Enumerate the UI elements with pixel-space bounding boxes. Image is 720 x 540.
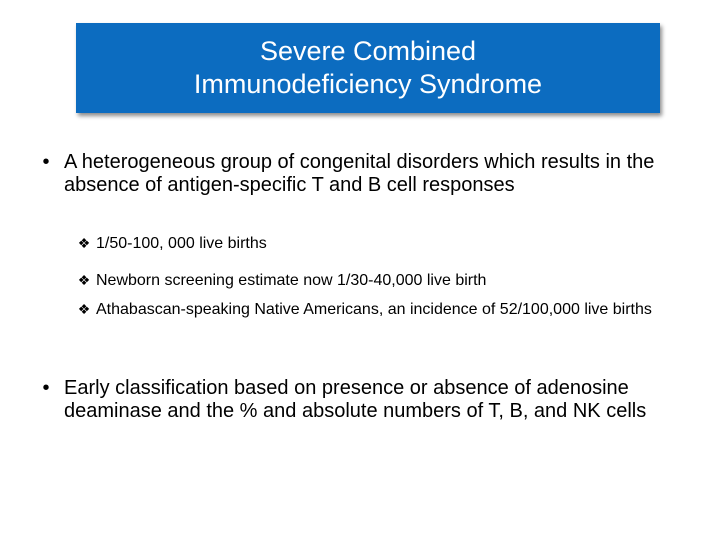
sub-bullet-text: Newborn screening estimate now 1/30-40,000 live birth xyxy=(96,272,487,289)
sub-bullet-item-2 xyxy=(77,268,656,293)
slide-title-line-2: Immunodeficiency Syndrome xyxy=(193,69,543,99)
diamond-bullet-icon: ❖ xyxy=(77,235,91,251)
sub-bullet-text: Athabascan-speaking Native Americans, an incidence of 52/100,000 live births xyxy=(96,301,652,318)
bullet-text: A heterogeneous group of congenital disorders which results in the absence of antigen-specific T and B cell responses xyxy=(64,151,655,196)
title-box xyxy=(76,23,660,113)
sub-bullet-text: 1/50-100, 000 live births xyxy=(96,235,267,252)
sub-bullet-item-3 xyxy=(77,297,656,322)
bullet-item-2 xyxy=(42,377,664,423)
diamond-bullet-icon: ❖ xyxy=(77,272,91,288)
slide-title-line-1: Severe Combined xyxy=(259,36,477,66)
bullet-marker: • xyxy=(42,151,50,173)
bullet-text: Early classification based on presence or absence of adenosine deaminase and the % and absolute numbers of T, B, and NK cells xyxy=(64,377,647,422)
bullet-item-1 xyxy=(42,151,664,197)
sub-bullet-item-1 xyxy=(77,231,656,256)
diamond-bullet-icon: ❖ xyxy=(77,301,91,317)
bullet-marker: • xyxy=(42,377,50,399)
